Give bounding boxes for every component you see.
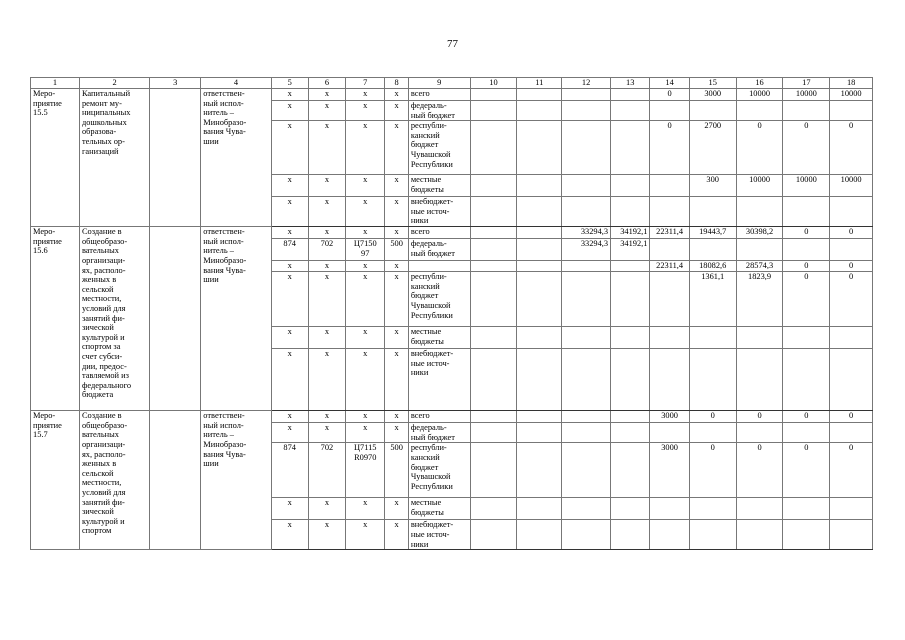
section-code-cell: x [308, 227, 345, 239]
value-cell: 22311,4 [650, 227, 689, 239]
grbs-code-cell: x [271, 197, 308, 227]
value-cell [783, 327, 830, 349]
grbs-code-cell: 874 [271, 443, 308, 498]
value-cell [562, 121, 611, 175]
value-cell: 18082,6 [689, 261, 736, 272]
value-cell [562, 327, 611, 349]
value-cell: 0 [736, 121, 783, 175]
value-cell [611, 498, 650, 520]
column-11-cell [517, 411, 562, 423]
column-11-cell [517, 498, 562, 520]
value-cell: 0 [736, 411, 783, 423]
value-cell [736, 197, 783, 227]
value-cell [783, 239, 830, 261]
funding-source-cell: республи- канский бюджет Чувашской Республики [408, 272, 470, 327]
value-cell [736, 349, 783, 411]
column-10-cell [470, 520, 517, 550]
value-cell [736, 327, 783, 349]
expense-type-cell: x [385, 175, 408, 197]
value-cell [830, 423, 873, 443]
value-cell [562, 89, 611, 101]
grbs-code-cell: x [271, 327, 308, 349]
grbs-code-cell: x [271, 272, 308, 327]
grbs-code-cell: x [271, 498, 308, 520]
value-cell [611, 197, 650, 227]
column-10-cell [470, 327, 517, 349]
grbs-code-cell: x [271, 227, 308, 239]
column-number: 14 [650, 78, 689, 89]
executor-cell: ответствен- ный испол- нитель – Минобразо- вания Чува- шии [201, 411, 271, 550]
column-10-cell [470, 227, 517, 239]
value-cell: 0 [830, 443, 873, 498]
column-10-cell [470, 101, 517, 121]
value-cell: 0 [830, 411, 873, 423]
value-cell [830, 520, 873, 550]
grbs-code-cell: x [271, 349, 308, 411]
measure-label: Меро- приятие 15.6 [31, 227, 80, 411]
column-10-cell [470, 89, 517, 101]
target-code-cell: x [346, 197, 385, 227]
column-11-cell [517, 272, 562, 327]
value-cell [650, 175, 689, 197]
value-cell: 10000 [830, 89, 873, 101]
section-code-cell: x [308, 349, 345, 411]
column-11-cell [517, 175, 562, 197]
expense-type-cell: x [385, 121, 408, 175]
funding-source-cell: республи- канский бюджет Чувашской Республики [408, 121, 470, 175]
value-cell [689, 197, 736, 227]
column-11-cell [517, 239, 562, 261]
target-code-cell: x [346, 498, 385, 520]
grbs-code-cell: x [271, 520, 308, 550]
section-code-cell: x [308, 121, 345, 175]
target-code-cell: x [346, 121, 385, 175]
value-cell [783, 349, 830, 411]
value-cell: 300 [689, 175, 736, 197]
value-cell [689, 423, 736, 443]
column-10-cell [470, 175, 517, 197]
measure-name: Создание в общеобразо- вательных организаци- ях, располо- женных в сельской местности, условий для занятий фи- зической культурой и спортом за счет субси- дии, предос- тавляемой из федерального бюджета [79, 227, 149, 411]
expense-type-cell: 500 [385, 443, 408, 498]
value-cell: 3000 [650, 443, 689, 498]
value-cell [783, 197, 830, 227]
value-cell [562, 261, 611, 272]
value-cell: 10000 [736, 175, 783, 197]
expense-type-cell: 500 [385, 239, 408, 261]
target-code-cell: x [346, 520, 385, 550]
value-cell [611, 349, 650, 411]
expense-type-cell: x [385, 227, 408, 239]
value-cell: 2700 [689, 121, 736, 175]
value-cell [562, 175, 611, 197]
value-cell [689, 498, 736, 520]
column-number: 16 [736, 78, 783, 89]
section-code-cell: 702 [308, 239, 345, 261]
value-cell [783, 101, 830, 121]
target-code-cell: x [346, 175, 385, 197]
value-cell [650, 498, 689, 520]
column-3-cell [150, 89, 201, 227]
funding-source-cell: местные бюджеты [408, 498, 470, 520]
table-row [31, 89, 873, 101]
value-cell: 1361,1 [689, 272, 736, 327]
value-cell [650, 272, 689, 327]
column-10-cell [470, 349, 517, 411]
value-cell [830, 239, 873, 261]
value-cell [783, 498, 830, 520]
value-cell: 10000 [783, 89, 830, 101]
value-cell [830, 498, 873, 520]
value-cell: 34192,1 [611, 227, 650, 239]
value-cell: 30398,2 [736, 227, 783, 239]
value-cell: 10000 [736, 89, 783, 101]
column-11-cell [517, 327, 562, 349]
funding-source-cell: всего [408, 227, 470, 239]
value-cell: 3000 [689, 89, 736, 101]
value-cell [611, 411, 650, 423]
value-cell [611, 101, 650, 121]
value-cell [562, 272, 611, 327]
value-cell [562, 520, 611, 550]
section-code-cell: x [308, 327, 345, 349]
value-cell [611, 520, 650, 550]
column-number: 8 [385, 78, 408, 89]
target-code-cell: x [346, 327, 385, 349]
value-cell: 0 [830, 272, 873, 327]
column-10-cell [470, 121, 517, 175]
column-number: 11 [517, 78, 562, 89]
column-10-cell [470, 423, 517, 443]
value-cell [611, 121, 650, 175]
section-code-cell: x [308, 423, 345, 443]
expense-type-cell: x [385, 197, 408, 227]
value-cell [736, 423, 783, 443]
target-code-cell: x [346, 272, 385, 327]
target-code-cell: x [346, 101, 385, 121]
value-cell [830, 101, 873, 121]
value-cell: 0 [783, 411, 830, 423]
column-3-cell [150, 411, 201, 550]
column-11-cell [517, 101, 562, 121]
funding-source-cell: местные бюджеты [408, 327, 470, 349]
value-cell: 28574,3 [736, 261, 783, 272]
value-cell: 0 [830, 121, 873, 175]
column-10-cell [470, 443, 517, 498]
table-row [31, 227, 873, 239]
column-11-cell [517, 520, 562, 550]
page-number: 77 [447, 38, 458, 50]
column-10-cell [470, 411, 517, 423]
target-code-cell: x [346, 89, 385, 101]
value-cell: 0 [650, 89, 689, 101]
value-cell: 0 [689, 411, 736, 423]
column-10-cell [470, 261, 517, 272]
value-cell [783, 423, 830, 443]
funding-table [30, 77, 873, 550]
value-cell [650, 520, 689, 550]
grbs-code-cell: x [271, 175, 308, 197]
column-10-cell [470, 197, 517, 227]
funding-source-cell: всего [408, 411, 470, 423]
column-number: 15 [689, 78, 736, 89]
target-code-cell: x [346, 411, 385, 423]
column-number: 13 [611, 78, 650, 89]
value-cell [611, 443, 650, 498]
expense-type-cell: x [385, 89, 408, 101]
value-cell: 0 [783, 443, 830, 498]
measure-label: Меро- приятие 15.5 [31, 89, 80, 227]
value-cell [650, 349, 689, 411]
executor-cell: ответствен- ный испол- нитель – Минобразо- вания Чува- шии [201, 89, 271, 227]
target-code-cell: x [346, 227, 385, 239]
column-number: 17 [783, 78, 830, 89]
column-11-cell [517, 423, 562, 443]
value-cell [830, 349, 873, 411]
funding-source-cell: республи- канский бюджет Чувашской Республики [408, 443, 470, 498]
expense-type-cell: x [385, 520, 408, 550]
value-cell: 0 [830, 227, 873, 239]
executor-cell: ответствен- ный испол- нитель – Минобразо- вания Чува- шии [201, 227, 271, 411]
value-cell [689, 239, 736, 261]
column-number-row [31, 78, 873, 89]
value-cell [562, 349, 611, 411]
column-number: 3 [150, 78, 201, 89]
value-cell [830, 327, 873, 349]
expense-type-cell: x [385, 101, 408, 121]
grbs-code-cell: x [271, 121, 308, 175]
funding-source-cell: федераль- ный бюджет [408, 239, 470, 261]
target-code-cell: x [346, 261, 385, 272]
column-11-cell [517, 261, 562, 272]
value-cell: 10000 [783, 175, 830, 197]
value-cell [689, 349, 736, 411]
value-cell: 33294,3 [562, 227, 611, 239]
target-code-cell: x [346, 349, 385, 411]
expense-type-cell: x [385, 261, 408, 272]
funding-source-cell: федераль- ный бюджет [408, 423, 470, 443]
column-number: 10 [470, 78, 517, 89]
value-cell [689, 101, 736, 121]
section-code-cell: x [308, 175, 345, 197]
column-3-cell [150, 227, 201, 411]
value-cell: 0 [783, 227, 830, 239]
value-cell: 0 [783, 261, 830, 272]
value-cell [611, 89, 650, 101]
column-number: 5 [271, 78, 308, 89]
value-cell [611, 327, 650, 349]
column-number: 18 [830, 78, 873, 89]
value-cell [650, 327, 689, 349]
value-cell: 33294,3 [562, 239, 611, 261]
value-cell [783, 520, 830, 550]
section-code-cell: x [308, 89, 345, 101]
value-cell [611, 272, 650, 327]
value-cell [562, 498, 611, 520]
target-code-cell: Ц7150 97 [346, 239, 385, 261]
value-cell: 22311,4 [650, 261, 689, 272]
table-row [31, 411, 873, 423]
value-cell: 19443,7 [689, 227, 736, 239]
funding-source-cell: внебюджет- ные источ- ники [408, 520, 470, 550]
value-cell [736, 520, 783, 550]
grbs-code-cell: x [271, 423, 308, 443]
measure-name: Создание в общеобразо- вательных организаци- ях, располо- женных в сельской местности, условий для занятий фи- зической культурой и спортом [79, 411, 149, 550]
column-11-cell [517, 227, 562, 239]
value-cell: 3000 [650, 411, 689, 423]
column-number: 6 [308, 78, 345, 89]
value-cell: 34192,1 [611, 239, 650, 261]
value-cell: 0 [830, 261, 873, 272]
value-cell [736, 498, 783, 520]
section-code-cell: x [308, 261, 345, 272]
value-cell [562, 423, 611, 443]
expense-type-cell: x [385, 272, 408, 327]
column-number: 4 [201, 78, 271, 89]
section-code-cell: x [308, 197, 345, 227]
value-cell [611, 175, 650, 197]
column-number: 2 [79, 78, 149, 89]
measure-name: Капитальный ремонт му- ниципальных дошкольных образова- тельных ор- ганизаций [79, 89, 149, 227]
value-cell [689, 520, 736, 550]
value-cell [830, 197, 873, 227]
funding-source-cell: федераль- ный бюджет [408, 101, 470, 121]
column-11-cell [517, 89, 562, 101]
grbs-code-cell: x [271, 101, 308, 121]
value-cell [562, 443, 611, 498]
value-cell [611, 423, 650, 443]
value-cell [650, 101, 689, 121]
value-cell [736, 239, 783, 261]
value-cell: 1823,9 [736, 272, 783, 327]
grbs-code-cell: x [271, 89, 308, 101]
grbs-code-cell: x [271, 411, 308, 423]
value-cell [650, 423, 689, 443]
target-code-cell: x [346, 423, 385, 443]
expense-type-cell: x [385, 327, 408, 349]
funding-source-cell [408, 261, 470, 272]
funding-source-cell: внебюджет- ные источ- ники [408, 349, 470, 411]
column-11-cell [517, 197, 562, 227]
section-code-cell: 702 [308, 443, 345, 498]
value-cell: 0 [736, 443, 783, 498]
value-cell [650, 197, 689, 227]
column-number: 9 [408, 78, 470, 89]
expense-type-cell: x [385, 423, 408, 443]
expense-type-cell: x [385, 349, 408, 411]
column-11-cell [517, 121, 562, 175]
section-code-cell: x [308, 411, 345, 423]
value-cell: 0 [689, 443, 736, 498]
funding-source-cell: внебюджет- ные источ- ники [408, 197, 470, 227]
target-code-cell: Ц7115 R0970 [346, 443, 385, 498]
value-cell [736, 101, 783, 121]
grbs-code-cell: 874 [271, 239, 308, 261]
column-number: 7 [346, 78, 385, 89]
column-11-cell [517, 443, 562, 498]
value-cell [562, 101, 611, 121]
expense-type-cell: x [385, 411, 408, 423]
value-cell [611, 261, 650, 272]
funding-source-cell: всего [408, 89, 470, 101]
grbs-code-cell: x [271, 261, 308, 272]
column-10-cell [470, 239, 517, 261]
value-cell: 0 [650, 121, 689, 175]
funding-source-cell: местные бюджеты [408, 175, 470, 197]
column-11-cell [517, 349, 562, 411]
expense-type-cell: x [385, 498, 408, 520]
value-cell: 0 [783, 272, 830, 327]
value-cell: 10000 [830, 175, 873, 197]
value-cell [689, 327, 736, 349]
value-cell: 0 [783, 121, 830, 175]
measure-label: Меро- приятие 15.7 [31, 411, 80, 550]
section-code-cell: x [308, 272, 345, 327]
value-cell [562, 411, 611, 423]
column-10-cell [470, 498, 517, 520]
section-code-cell: x [308, 101, 345, 121]
section-code-cell: x [308, 520, 345, 550]
value-cell [562, 197, 611, 227]
value-cell [650, 239, 689, 261]
column-10-cell [470, 272, 517, 327]
column-number: 1 [31, 78, 80, 89]
section-code-cell: x [308, 498, 345, 520]
column-number: 12 [562, 78, 611, 89]
